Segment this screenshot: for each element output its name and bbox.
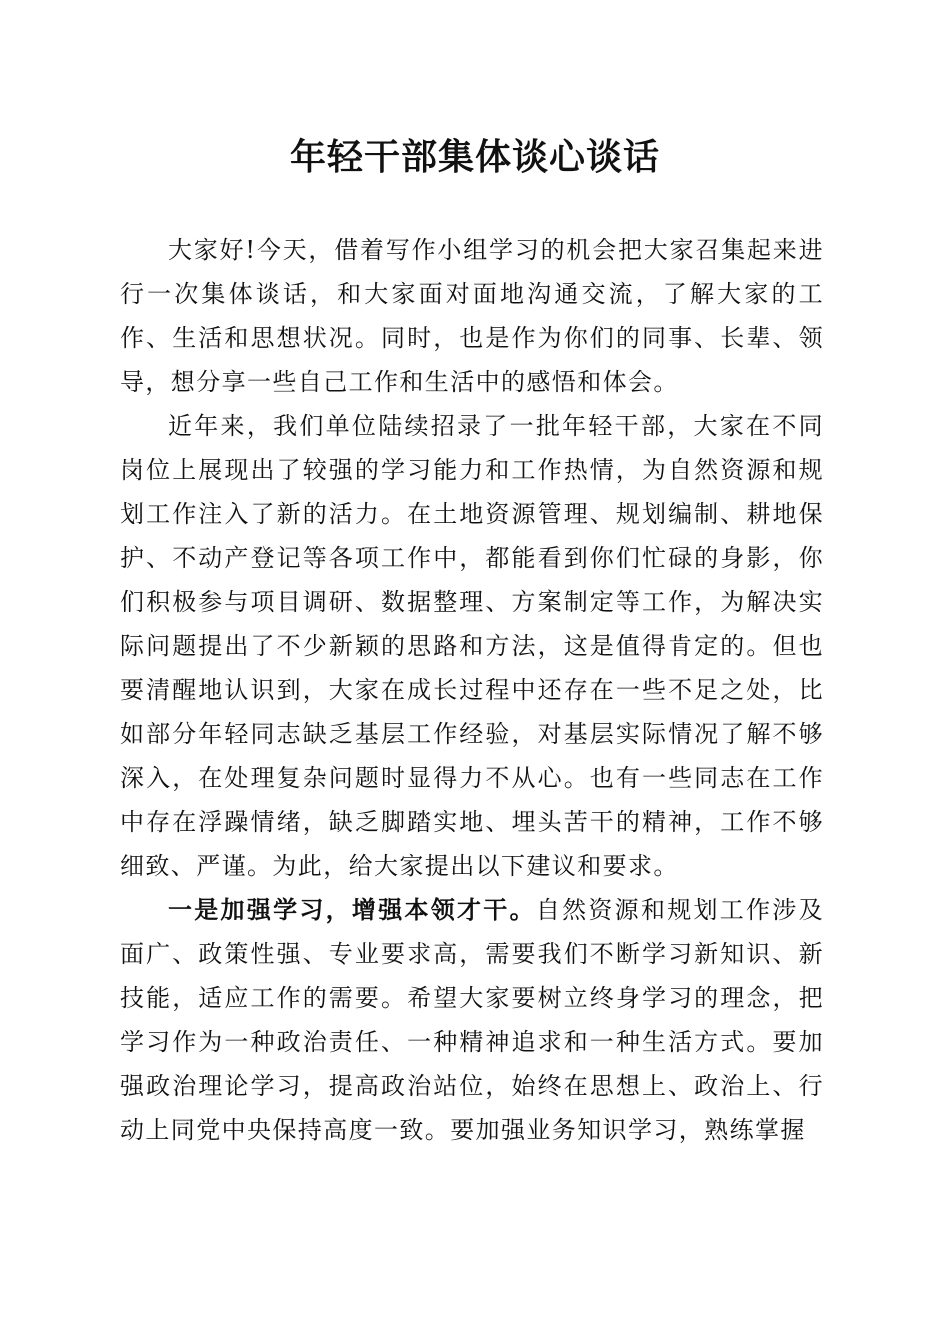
paragraph-greeting [120,228,824,404]
paragraph-text: 近年来，我们单位陆续招录了一批年轻干部，大家在不同岗位上展现出了较强的学习能力和工作热情，为自然资源和规划工作注入了新的活力。在土地资源管理、规划编制、耕地保护、不动产登记等各项工作中，都能看到你们忙碌的身影，你们积极参与项目调研、数据整理、方案制定等工作，为解决实际问题提出了不少新颖的思路和方法，这是值得肯定的。但也要清醒地认识到，大家在成长过程中还存在一些不足之处，比如部分年轻同志缺乏基层工作经验，对基层实际情况了解不够深入，在处理复杂问题时显得力不从心。也有一些同志在工作中存在浮躁情绪，缺乏脚踏实地、埋头苦干的精神，工作不够细致、严谨。为此，给大家提出以下建议和要求。 [120,412,824,880]
paragraph-situation [120,404,824,888]
paragraph-point-one [120,888,824,1152]
page-title: 年轻干部集体谈心谈话 [289,136,660,178]
document-body [120,228,824,1152]
paragraph-text: 自然资源和规划工作涉及面广、政策性强、专业要求高，需要我们不断学习新知识、新技能，适应工作的需要。希望大家要树立终身学习的理念，把学习作为一种政治责任、一种精神追求和一种生活方式。要加强政治理论学习，提高政治站位，始终在思想上、政治上、行动上同党中央保持高度一致。要加强业务知识学习，熟练掌握 [120,896,824,1144]
paragraph-lead: 一是加强学习，增强本领才干。 [168,896,536,924]
paragraph-text: 大家好!今天，借着写作小组学习的机会把大家召集起来进行一次集体谈话，和大家面对面地沟通交流，了解大家的工作、生活和思想状况。同时，也是作为你们的同事、长辈、领导，想分享一些自己工作和生活中的感悟和体会。 [120,236,824,396]
